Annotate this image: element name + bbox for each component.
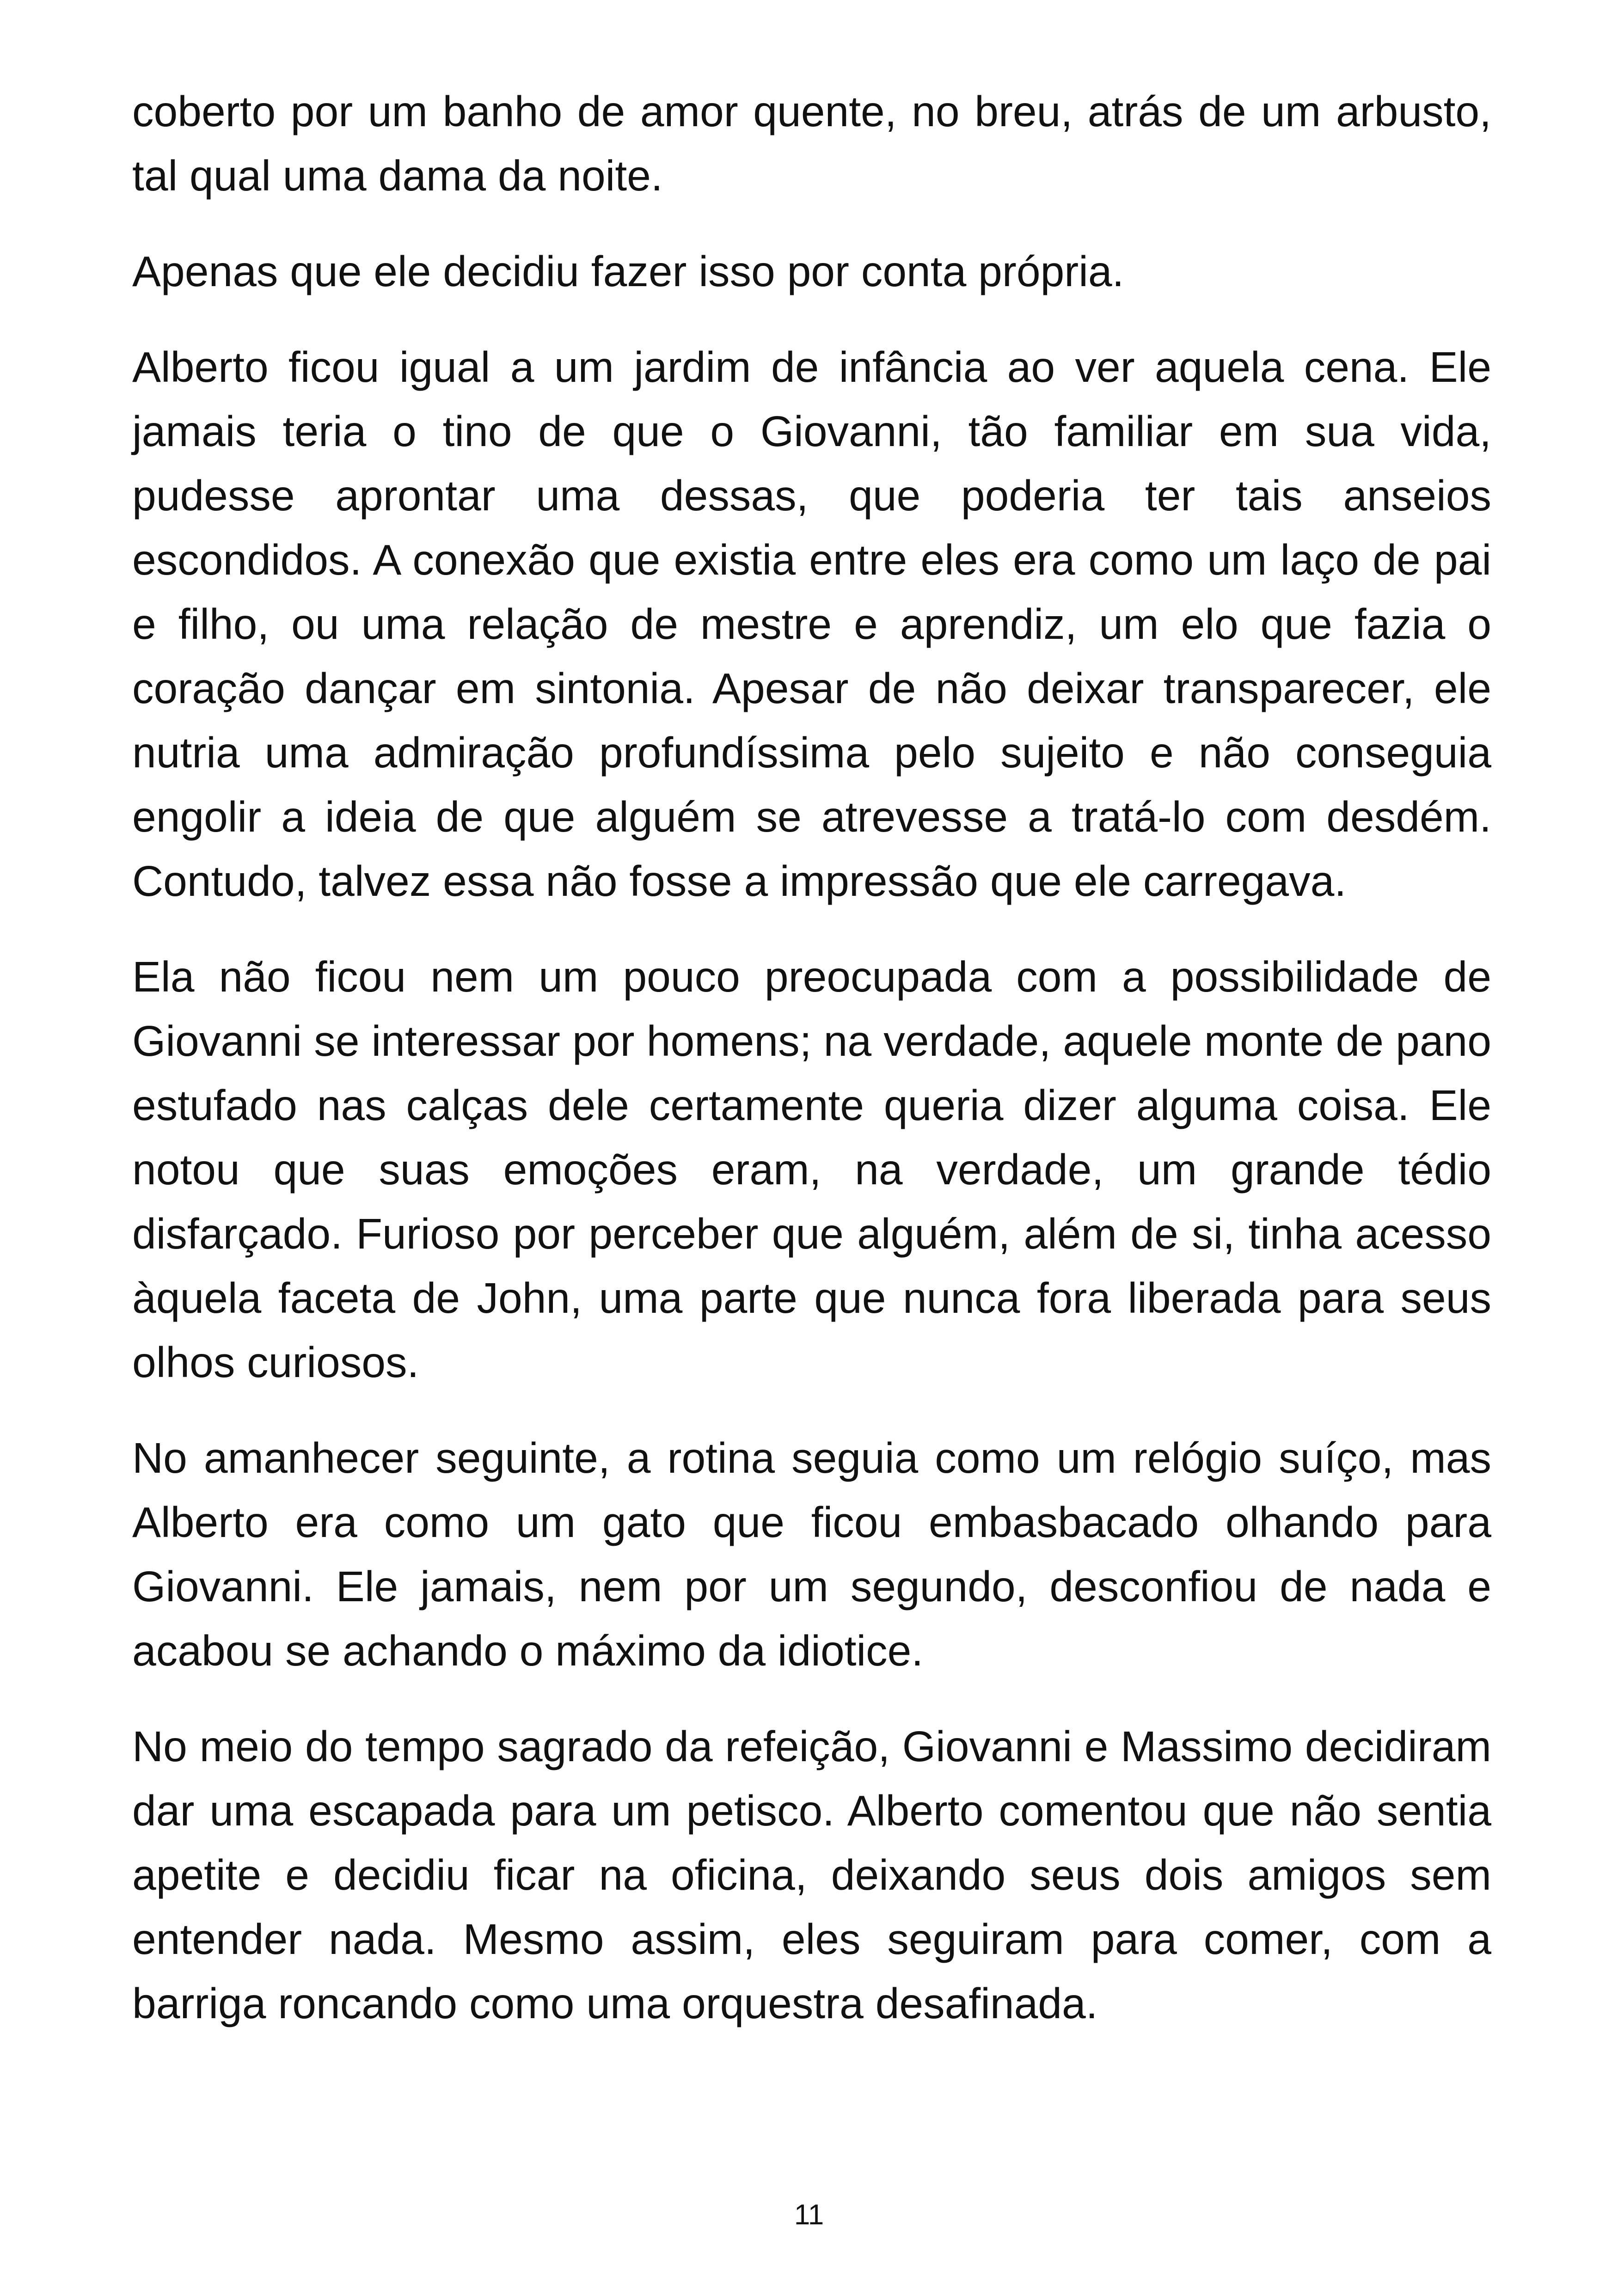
paragraph-2: Apenas que ele decidiu fazer isso por conta própria.: [132, 247, 1124, 295]
body-text: [132, 80, 1491, 2036]
paragraph-3: Alberto ficou igual a um jardim de infância ao ver aquela cena. Ele jamais teria o tino de que o Giovanni, tão familiar em sua vida, pudesse aprontar uma dessas, que poderia ter tais anseios escondidos. A conexão que existia entre eles era como um laço de pai e filho, ou uma relação de mestre e aprendiz, um elo que fazia o coração dançar em sintonia. Apesar de não deixar transparecer, ele nutria uma admiração profundíssima pelo sujeito e não conseguia engolir a ideia de que alguém se atrevesse a tratá-lo com desdém. Contudo, talvez essa não fosse a impressão que ele carregava.: [132, 343, 1491, 905]
paragraph-6: No meio do tempo sagrado da refeição, Giovanni e Massimo decidiram dar uma escapada para um petisco. Alberto comentou que não sentia apetite e decidiu ficar na oficina, deixando seus dois amigos sem entender nada. Mesmo assim, eles seguiram para comer, com a barriga roncando como uma orquestra desafinada.: [132, 1722, 1491, 2027]
page-number: 11: [794, 2199, 824, 2231]
paragraph-5: No amanhecer seguinte, a rotina seguia como um relógio suíço, mas Alberto era como um gato que ficou embasbacado olhando para Giovanni. Ele jamais, nem por um segundo, desconfiou de nada e acabou se achando o máximo da idiotice.: [132, 1434, 1491, 1675]
paragraph-4: Ela não ficou nem um pouco preocupada com a possibilidade de Giovanni se interessar por homens; na verdade, aquele monte de pano estufado nas calças dele certamente queria dizer alguma coisa. Ele notou que suas emoções eram, na verdade, um grande tédio disfarçado. Furioso por perceber que alguém, além de si, tinha acesso àquela faceta de John, uma parte que nunca fora liberada para seus olhos curiosos.: [132, 953, 1491, 1386]
paragraph-1: coberto por um banho de amor quente, no breu, atrás de um arbusto, tal qual uma dama da noite.: [132, 87, 1491, 200]
